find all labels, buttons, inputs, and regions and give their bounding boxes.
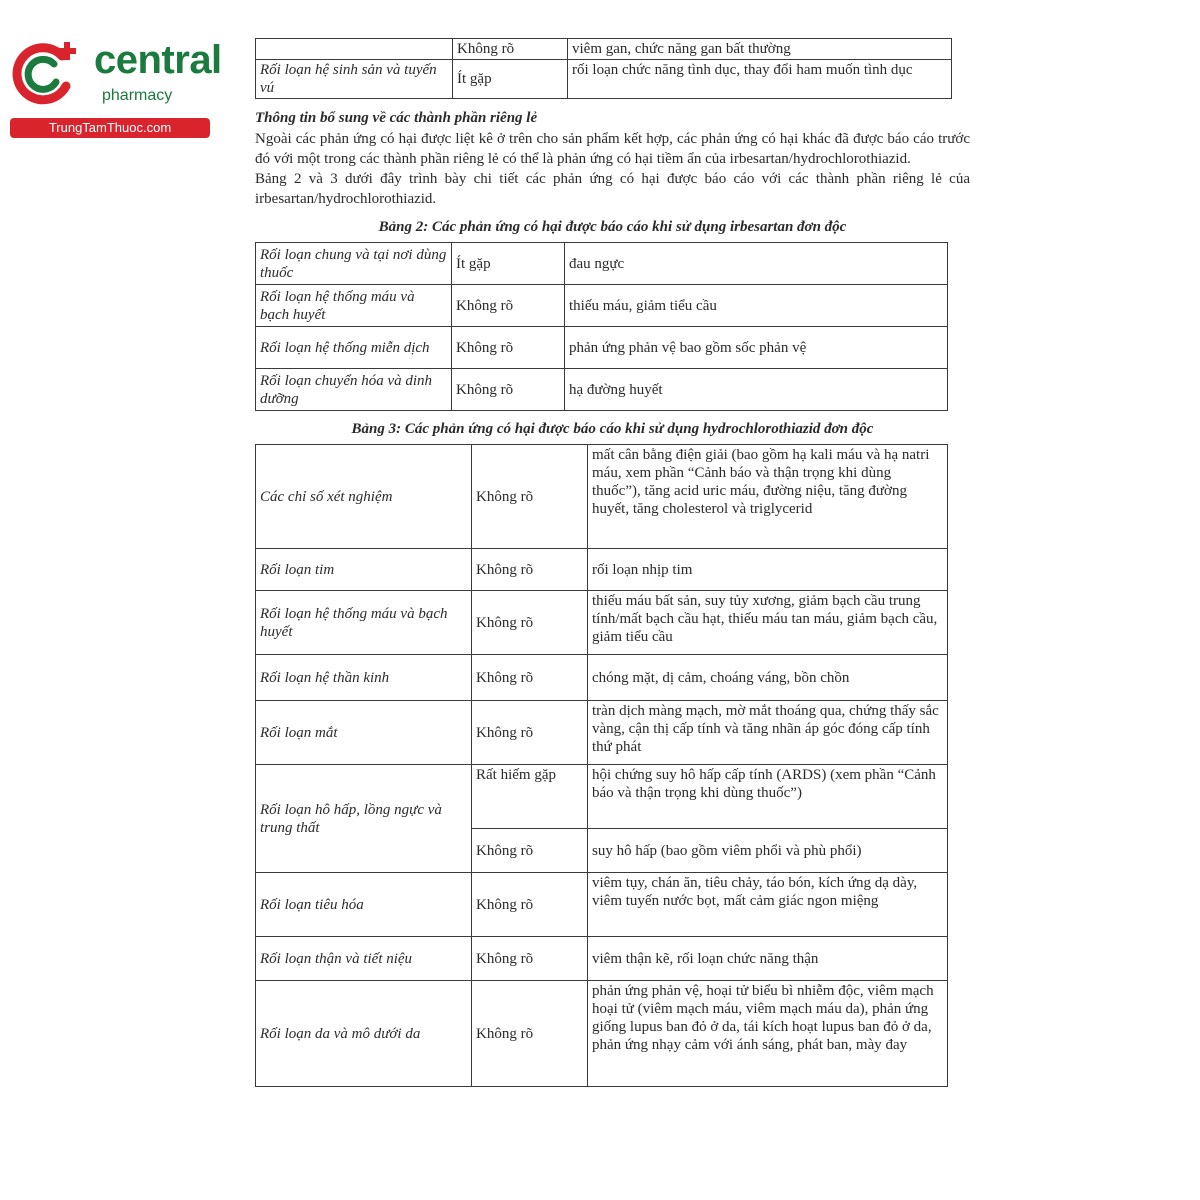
effect-cell: mất cân bằng điện giải (bao gồm hạ kali máu và hạ natri máu, xem phần “Cảnh báo và thận trọng khi dùng thuốc”), tăng acid uric máu, đường niệu, tăng đường huyết, tăng cholesterol và triglycerid — [588, 445, 948, 549]
category-cell — [256, 39, 453, 60]
table-row — [256, 327, 948, 369]
frequency-cell: Không rõ — [472, 549, 588, 591]
central-pharmacy-logo-icon — [10, 38, 80, 108]
frequency-cell: Rất hiếm gặp — [472, 765, 588, 829]
table-row — [256, 981, 948, 1087]
table-row — [256, 873, 948, 937]
frequency-cell: Không rõ — [453, 39, 568, 60]
frequency-cell: Không rõ — [472, 981, 588, 1087]
effect-cell: phản ứng phản vệ bao gồm sốc phản vệ — [565, 327, 948, 369]
frequency-cell: Không rõ — [472, 829, 588, 873]
category-cell: Rối loạn da và mô dưới da — [256, 981, 472, 1087]
category-cell: Rối loạn hệ thần kinh — [256, 655, 472, 701]
section-title: Thông tin bổ sung về các thành phần riêng lẻ — [255, 110, 538, 126]
frequency-cell: Không rõ — [472, 655, 588, 701]
effect-cell: đau ngực — [565, 243, 948, 285]
frequency-cell: Ít gặp — [452, 243, 565, 285]
effect-cell: viêm gan, chức năng gan bất thường — [568, 39, 952, 60]
brand-subtitle: pharmacy — [102, 87, 173, 104]
frequency-cell: Không rõ — [452, 369, 565, 411]
frequency-cell: Không rõ — [472, 445, 588, 549]
table-row — [256, 39, 952, 60]
category-cell: Rối loạn hệ thống máu và bạch huyết — [256, 591, 472, 655]
category-cell: Rối loạn chuyển hóa và dinh dưỡng — [256, 369, 452, 411]
brand-name: central — [94, 38, 222, 82]
table-row — [256, 701, 948, 765]
effect-cell: hội chứng suy hô hấp cấp tính (ARDS) (xem phần “Cảnh báo và thận trọng khi dùng thuốc”) — [588, 765, 948, 829]
table-row — [256, 243, 948, 285]
frequency-cell: Không rõ — [472, 701, 588, 765]
table-row — [256, 369, 948, 411]
table-row — [256, 285, 948, 327]
table2-caption: Bảng 2: Các phản ứng có hại được báo cáo khi sử dụng irbesartan đơn độc — [378, 219, 847, 235]
category-cell: Rối loạn mắt — [256, 701, 472, 765]
table-row — [256, 549, 948, 591]
frequency-cell: Không rõ — [472, 937, 588, 981]
table3 — [255, 444, 948, 1087]
category-cell: Rối loạn hệ thống miễn dịch — [256, 327, 452, 369]
frequency-cell: Ít gặp — [453, 60, 568, 99]
effect-cell: suy hô hấp (bao gồm viêm phổi và phù phổi) — [588, 829, 948, 873]
category-cell: Rối loạn tiêu hóa — [256, 873, 472, 937]
paragraph: Bảng 2 và 3 dưới đây trình bày chi tiết các phản ứng có hại được báo cáo với các thành phần riêng lẻ của irbesartan/hydrochlorothiazid. — [255, 171, 970, 207]
paragraph: Ngoài các phản ứng có hại được liệt kê ở trên cho sản phẩm kết hợp, các phản ứng có hại khác đã được báo cáo trước đó với một trong các thành phần riêng lẻ có thể là phản ứng có hại tiềm ẩn của irbesartan/hydrochlorothiazid. — [255, 131, 970, 167]
category-cell: Rối loạn hệ sinh sản và tuyến vú — [256, 60, 453, 99]
category-cell: Rối loạn hô hấp, lồng ngực và trung thất — [256, 765, 472, 873]
frequency-cell: Không rõ — [452, 285, 565, 327]
category-cell: Rối loạn tim — [256, 549, 472, 591]
effect-cell: hạ đường huyết — [565, 369, 948, 411]
category-cell: Các chỉ số xét nghiệm — [256, 445, 472, 549]
category-cell: Rối loạn thận và tiết niệu — [256, 937, 472, 981]
effect-cell: tràn dịch màng mạch, mờ mắt thoáng qua, chứng thấy sắc vàng, cận thị cấp tính và tăng nhãn áp góc đóng cấp tính thứ phát — [588, 701, 948, 765]
document-page — [255, 38, 970, 1087]
table-row — [256, 937, 948, 981]
frequency-cell: Không rõ — [452, 327, 565, 369]
table-row — [256, 655, 948, 701]
table-row — [256, 591, 948, 655]
table-row — [256, 445, 948, 549]
adverse-reactions-table-continued — [255, 38, 952, 99]
brand-site-banner: TrungTamThuoc.com — [10, 118, 210, 138]
effect-cell: rối loạn nhịp tim — [588, 549, 948, 591]
brand-logo — [10, 38, 222, 138]
frequency-cell: Không rõ — [472, 873, 588, 937]
effect-cell: thiếu máu, giảm tiểu cầu — [565, 285, 948, 327]
effect-cell: viêm thận kẽ, rối loạn chức năng thận — [588, 937, 948, 981]
table-row — [256, 765, 948, 829]
effect-cell: viêm tụy, chán ăn, tiêu chảy, táo bón, kích ứng dạ dày, viêm tuyến nước bọt, mất cảm giác ngon miệng — [588, 873, 948, 937]
effect-cell: phản ứng phản vệ, hoại tử biểu bì nhiễm độc, viêm mạch hoại tử (viêm mạch máu, viêm mạch máu da), phản ứng giống lupus ban đỏ ở da, tái kích hoạt lupus ban đỏ ở da, phản ứng nhạy cảm với ánh sáng, phát ban, mày đay — [588, 981, 948, 1087]
effect-cell: chóng mặt, dị cảm, choáng váng, bồn chồn — [588, 655, 948, 701]
effect-cell: thiếu máu bất sản, suy tủy xương, giảm bạch cầu trung tính/mất bạch cầu hạt, thiếu máu tan máu, giảm bạch cầu, giảm tiểu cầu — [588, 591, 948, 655]
effect-cell: rối loạn chức năng tình dục, thay đổi ham muốn tình dục — [568, 60, 952, 99]
frequency-cell: Không rõ — [472, 591, 588, 655]
table2 — [255, 242, 948, 411]
table3-caption: Bảng 3: Các phản ứng có hại được báo cáo khi sử dụng hydrochlorothiazid đơn độc — [351, 421, 874, 437]
category-cell: Rối loạn hệ thống máu và bạch huyết — [256, 285, 452, 327]
table-row — [256, 60, 952, 99]
category-cell: Rối loạn chung và tại nơi dùng thuốc — [256, 243, 452, 285]
